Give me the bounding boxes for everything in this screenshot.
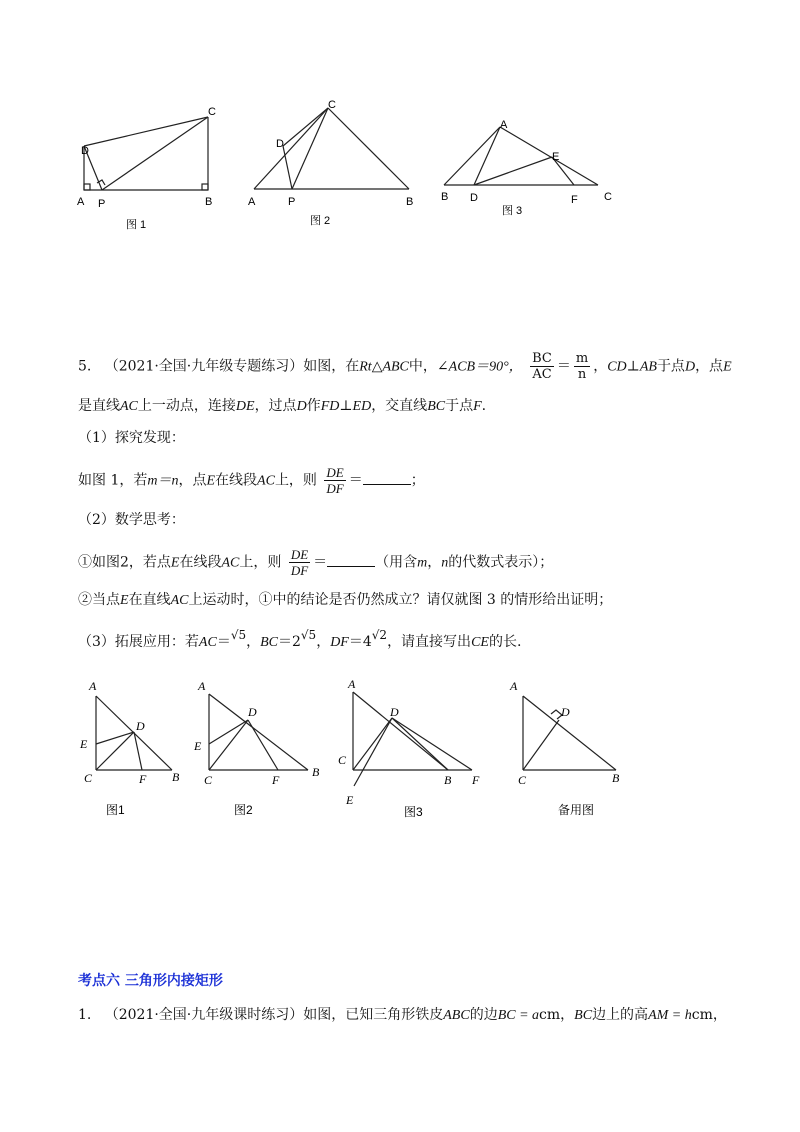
math-term: BC = a: [497, 1008, 540, 1023]
label-B: B: [441, 191, 449, 203]
bottom-figure-2: [190, 674, 330, 828]
bottom-figure-1: [76, 674, 191, 828]
problem-5-line-2: [78, 396, 486, 417]
fraction-denominator: DF: [290, 563, 309, 578]
problem-text: ，点: [178, 472, 207, 489]
figure-caption: 图3: [404, 805, 423, 819]
problem-text: ＝4: [348, 634, 372, 650]
fraction-de-df: [324, 465, 345, 496]
problem-text: 于点: [656, 358, 685, 375]
answer-blank[interactable]: [327, 554, 375, 567]
top-figure-1-diagram: [72, 100, 232, 240]
problem-text: ，交直线: [371, 398, 428, 414]
bottom-figure-1-diagram: [76, 674, 191, 824]
bottom-figure-3-diagram: [332, 672, 492, 827]
problem-source: （2021·全国·九年级课时练习）: [104, 1007, 304, 1023]
label-P: P: [98, 198, 106, 210]
problem-text: ，: [560, 1007, 575, 1023]
label-A: A: [500, 119, 508, 131]
equals-sign: ＝: [348, 472, 363, 489]
problem-text: 是直线: [78, 398, 120, 414]
fraction-bc-ac: [530, 351, 554, 382]
math-term: AC: [198, 635, 217, 650]
math-term: DF: [330, 635, 349, 650]
label-C: C: [84, 771, 93, 785]
label-D: D: [561, 705, 570, 719]
problem-source: （2021·全国·九年级专题练习）: [104, 358, 304, 375]
figure-caption: 图 1: [126, 219, 147, 231]
equals-sign: ＝: [313, 554, 328, 571]
label-F: F: [472, 773, 480, 787]
part-2-title: [78, 510, 185, 530]
label-A: A: [77, 196, 85, 208]
top-figure-3: [436, 112, 626, 236]
math-term: E: [120, 593, 129, 608]
problem-text: 如图 1，若: [78, 472, 148, 489]
math-term: AC: [221, 555, 240, 571]
math-term: D: [684, 359, 696, 375]
sqrt-term: √5: [300, 628, 317, 642]
label-D: D: [248, 705, 257, 719]
top-figure-1: [72, 100, 232, 244]
label-E: E: [194, 739, 202, 753]
label-P: P: [288, 196, 296, 208]
math-term: Rt△ABC: [359, 359, 409, 375]
fraction-denominator: AC: [532, 367, 552, 382]
bottom-figure-2-diagram: [190, 674, 330, 824]
problem-text: 的边: [469, 1007, 498, 1023]
math-term: E: [206, 473, 216, 489]
problem-text: ，: [712, 1007, 727, 1023]
fraction-m-n: [574, 351, 590, 382]
problem-text: 的长.: [488, 634, 522, 650]
unit: cm: [539, 1007, 561, 1023]
math-term: D: [296, 399, 307, 414]
label-D: D: [81, 145, 89, 157]
problem-text: 上，则: [274, 472, 317, 489]
part-3-question: [78, 628, 522, 653]
problem-text: 如图，在: [303, 358, 360, 375]
problem-text: 上运动时，①中的结论是否仍然成立？请仅就图 3 的情形给出证明；: [188, 592, 613, 608]
label-A: A: [348, 677, 356, 691]
math-term: ∠ACB＝90°，: [436, 359, 523, 375]
figure-caption: 图2: [234, 803, 253, 817]
label-C: C: [338, 753, 347, 767]
fraction-denominator: n: [577, 367, 587, 382]
label-B: B: [172, 770, 180, 784]
bottom-figure-4: [504, 674, 634, 828]
label-B: B: [312, 765, 320, 779]
label-A: A: [510, 679, 518, 693]
math-term: m＝n: [147, 473, 179, 489]
problem-text: ②当点: [78, 592, 120, 608]
math-term: DE: [235, 399, 255, 414]
label-B: B: [612, 771, 620, 785]
fraction-numerator: BC: [532, 351, 552, 366]
label-F: F: [272, 773, 280, 787]
problem-text: 在线段: [179, 554, 222, 571]
label-D: D: [470, 192, 478, 204]
math-term: n: [441, 555, 449, 571]
part-heading: （2）数学思考：: [78, 512, 185, 528]
problem-text: ，: [246, 634, 261, 650]
math-term: m: [417, 555, 428, 571]
problem-text: ，点: [695, 358, 724, 375]
figure-caption: 图 2: [310, 215, 331, 227]
label-F: F: [139, 772, 147, 786]
math-term: ABC: [443, 1008, 470, 1023]
problem-text: 在直线: [128, 592, 171, 608]
math-term: CE: [471, 635, 489, 650]
problem-text: （3）拓展应用：若: [78, 634, 199, 650]
math-term: AC: [170, 593, 189, 608]
bottom-figure-4-diagram: [504, 674, 634, 824]
top-figure-3-diagram: [436, 112, 626, 232]
math-term: BC: [574, 1008, 593, 1023]
label-D: D: [390, 705, 399, 719]
problem-text: ，: [427, 554, 442, 571]
label-E: E: [346, 793, 354, 807]
top-figure-2: [240, 96, 430, 240]
problem-text: 中，: [408, 358, 437, 375]
problem-text: ，过点: [254, 398, 297, 414]
label-C: C: [518, 773, 527, 787]
label-D: D: [276, 138, 284, 150]
problem-text: 上，则: [239, 554, 282, 571]
problem-text: 在线段: [215, 472, 258, 489]
problem-text: 如图，已知三角形铁皮: [303, 1007, 444, 1023]
problem-text: 于点: [445, 398, 474, 414]
fraction-numerator: DE: [326, 465, 344, 480]
equals-sign: ＝: [556, 358, 571, 375]
part-1-question: [78, 465, 425, 496]
top-figure-2-diagram: [240, 96, 430, 236]
math-term: CD⊥AB: [607, 359, 657, 375]
label-B: B: [444, 773, 452, 787]
problem-text: （用含: [375, 554, 418, 571]
problem-text: ，请直接写出: [387, 634, 472, 650]
sqrt-term: √5: [230, 628, 247, 642]
part-2-question-1: [78, 547, 553, 578]
math-term: E: [170, 555, 180, 571]
label-E: E: [80, 737, 88, 751]
problem-number: 5.: [78, 358, 92, 375]
math-term: BC: [260, 635, 278, 650]
fraction-numerator: m: [575, 351, 589, 366]
sqrt-term: √2: [371, 628, 388, 642]
problem-text: ＝2: [277, 634, 301, 650]
section-heading: 考点六 三角形内接矩形: [78, 973, 223, 989]
figure-caption: 备用图: [558, 803, 595, 817]
math-term: F: [473, 399, 482, 414]
label-C: C: [204, 773, 213, 787]
math-term: E: [723, 359, 732, 375]
problem-5-line-1: [78, 351, 732, 382]
label-E: E: [552, 151, 560, 163]
label-C: C: [604, 191, 612, 203]
problem-text: .: [481, 398, 487, 414]
label-D: D: [136, 719, 145, 733]
math-term: AM = h: [648, 1008, 692, 1023]
unit: cm: [691, 1007, 713, 1023]
label-F: F: [571, 194, 578, 206]
fraction-de-df: [289, 547, 310, 578]
figure-caption: 图 3: [502, 205, 523, 217]
problem-text: ①如图2，若点: [78, 554, 171, 571]
figure-caption: 图1: [106, 803, 125, 817]
label-A: A: [198, 679, 206, 693]
part-2-question-2: [78, 590, 612, 611]
part-heading: （1）探究发现：: [78, 430, 185, 446]
problem-text: 边上的高: [592, 1007, 649, 1023]
label-B: B: [406, 196, 414, 208]
problem-text: ；: [410, 472, 425, 489]
answer-blank[interactable]: [363, 472, 411, 485]
part-1-title: [78, 428, 185, 448]
label-C: C: [208, 106, 216, 118]
problem-number: 1.: [78, 1007, 92, 1023]
math-term: AC: [120, 399, 138, 414]
label-A: A: [248, 196, 256, 208]
label-B: B: [205, 196, 213, 208]
problem-text: ＝: [216, 634, 231, 650]
problem-text: ，: [316, 634, 331, 650]
fraction-numerator: DE: [290, 547, 309, 562]
problem-text: 作: [306, 398, 321, 414]
label-C: C: [328, 99, 336, 111]
bottom-figure-3: [332, 672, 492, 831]
math-term: AC: [257, 473, 275, 489]
problem-text: 的代数式表示）；: [448, 554, 554, 571]
fraction-denominator: DF: [326, 481, 344, 496]
problem-text: ，: [593, 358, 608, 375]
problem-1-line-1: [78, 1005, 727, 1026]
label-A: A: [89, 679, 97, 693]
problem-text: 上一动点，连接: [137, 398, 236, 414]
math-term: FD⊥ED: [320, 399, 372, 414]
math-term: BC: [427, 399, 446, 414]
